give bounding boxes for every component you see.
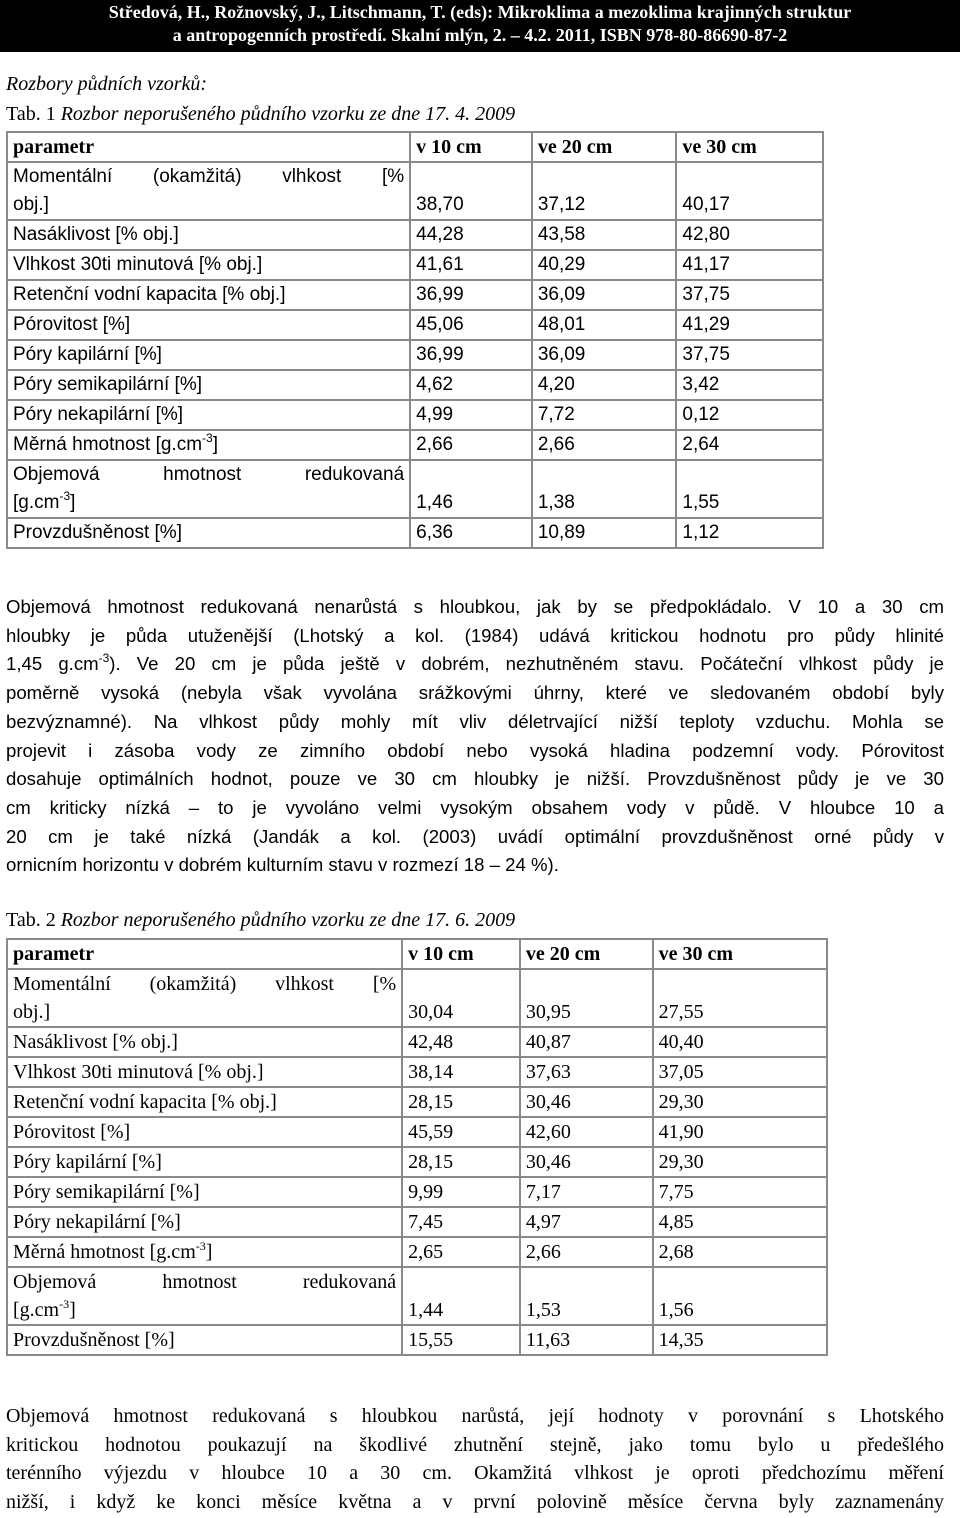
- value-cell: 41,29: [676, 310, 823, 340]
- value-cell: 1,12: [676, 518, 823, 548]
- value-cell: 4,97: [520, 1207, 653, 1237]
- value-cell: 40,87: [520, 1027, 653, 1057]
- parameter-cell: Nasáklivost [% obj.]: [7, 1027, 402, 1057]
- paragraph-line: bezvýznamné). Na vlhkost půdy mohly mít vliv déletrvající nižší teploty vzduchu. Mohla se: [6, 710, 944, 732]
- parameter-cell: Póry nekapilární [%]: [7, 1207, 402, 1237]
- parameter-cell: [7, 430, 410, 460]
- table-row: [7, 1117, 827, 1147]
- paragraph-line: poměrně vysoká (nebyla však vyvolána srážkovými úhrny, které ve sledovaném období byly: [6, 682, 944, 704]
- value-cell: 15,55: [402, 1325, 520, 1355]
- header-citation-line-1: Středová, H., Rožnovský, J., Litschmann, T. (eds): Mikroklima a mezoklima krajinných struktur: [108, 2, 852, 22]
- value-cell: 9,99: [402, 1177, 520, 1207]
- value-cell: 37,12: [532, 162, 677, 220]
- value-cell: 2,66: [520, 1237, 653, 1267]
- header-cell: ve 20 cm: [520, 939, 653, 969]
- page-header: [0, 0, 960, 52]
- parameter-label-line: Objemová hmotnost redukovaná: [13, 1271, 397, 1293]
- parameter-cell: Vlhkost 30ti minutová [% obj.]: [7, 250, 410, 280]
- value-cell: 42,80: [676, 220, 823, 250]
- value-cell: 28,15: [402, 1147, 520, 1177]
- header-cell: ve 20 cm: [532, 132, 677, 162]
- parameter-cell: Provzdušněnost [%]: [7, 518, 410, 548]
- parameter-cell: Nasáklivost [% obj.]: [7, 220, 410, 250]
- paragraph-line: cm kriticky nízká – to je vyvoláno velmi vysokým obsahem vody v půdě. V hloubce 10 a: [6, 796, 944, 818]
- superscript: -3: [202, 431, 213, 445]
- value-cell: 1,44: [402, 1267, 520, 1325]
- table-row: [7, 1027, 827, 1057]
- table-row: [7, 430, 823, 460]
- value-cell: 6,36: [410, 518, 532, 548]
- value-cell: 36,09: [532, 280, 677, 310]
- header-cell: ve 30 cm: [653, 939, 827, 969]
- value-cell: 14,35: [653, 1325, 827, 1355]
- parameter-cell: Retenční vodní kapacita [% obj.]: [7, 1087, 402, 1117]
- table-row: [7, 1267, 827, 1325]
- value-cell: 2,66: [410, 430, 532, 460]
- value-cell: 40,17: [676, 162, 823, 220]
- superscript: -3: [195, 1239, 206, 1253]
- parameter-cell: [7, 1237, 402, 1267]
- parameter-label-line: Momentální (okamžitá) vlhkost [%: [13, 973, 397, 995]
- value-cell: 48,01: [532, 310, 677, 340]
- header-cell: parametr: [7, 939, 402, 969]
- parameter-cell: Pórovitost [%]: [7, 310, 410, 340]
- parameter-label-line: Momentální (okamžitá) vlhkost [%: [13, 166, 405, 187]
- value-cell: 40,40: [653, 1027, 827, 1057]
- table-row: [7, 310, 823, 340]
- table-header-row: [7, 132, 823, 162]
- value-cell: 28,15: [402, 1087, 520, 1117]
- value-cell: 36,09: [532, 340, 677, 370]
- table-row: [7, 1207, 827, 1237]
- value-cell: 1,56: [653, 1267, 827, 1325]
- value-cell: 7,17: [520, 1177, 653, 1207]
- parameter-cell: Póry kapilární [%]: [7, 1147, 402, 1177]
- table-row: [7, 1237, 827, 1267]
- value-cell: 1,55: [676, 460, 823, 518]
- parameter-cell: Póry semikapilární [%]: [7, 1177, 402, 1207]
- parameter-label-end: ]: [69, 1299, 76, 1321]
- header-cell: v 10 cm: [402, 939, 520, 969]
- parameter-label-line: Objemová hmotnost redukovaná: [13, 464, 405, 485]
- section-heading: Rozbory půdních vzorků:: [6, 73, 208, 95]
- paragraph-line: hloubky je půda utuženější (Lhotský a kol. (1984) udává kritickou hodnotu pro půdy hlinité: [6, 624, 944, 646]
- table-row: [7, 370, 823, 400]
- paragraph-line: Objemová hmotnost redukovaná nenarůstá s hloubkou, jak by se předpokládalo. V 10 a 30 cm: [6, 596, 944, 617]
- value-cell: 41,90: [653, 1117, 827, 1147]
- parameter-cell: [7, 969, 402, 1027]
- value-cell: 2,65: [402, 1237, 520, 1267]
- paragraph-line-start: 1,45 g.cm: [6, 653, 99, 675]
- paragraph-line: projevit i zásoba vody ze zimního období nebo vysoká hladina podzemní vody. Pórovitost: [6, 739, 944, 761]
- paragraph-line: Objemová hmotnost redukovaná s hloubkou narůstá, její hodnoty v porovnání s Lhotského: [6, 1405, 944, 1427]
- value-cell: 11,63: [520, 1325, 653, 1355]
- table-row: [7, 1087, 827, 1117]
- value-cell: 2,68: [653, 1237, 827, 1267]
- table-row: [7, 400, 823, 430]
- value-cell: 30,95: [520, 969, 653, 1027]
- parameter-cell: Provzdušněnost [%]: [7, 1325, 402, 1355]
- value-cell: 7,45: [402, 1207, 520, 1237]
- parameter-label: Měrná hmotnost [g.cm: [13, 1241, 196, 1263]
- parameter-cell: Pórovitost [%]: [7, 1117, 402, 1147]
- parameter-cell: Retenční vodní kapacita [% obj.]: [7, 280, 410, 310]
- paragraph-line: 20 cm je také nízká (Jandák a kol. (2003) uvádí optimální provzdušněnost orné půdy v: [6, 825, 944, 847]
- value-cell: 7,72: [532, 400, 677, 430]
- value-cell: 37,63: [520, 1057, 653, 1087]
- value-cell: 43,58: [532, 220, 677, 250]
- value-cell: 36,99: [410, 280, 532, 310]
- table-row: [7, 460, 823, 518]
- value-cell: 29,30: [653, 1147, 827, 1177]
- table-2-caption-prefix: Tab. 2: [6, 909, 61, 931]
- value-cell: 40,29: [532, 250, 677, 280]
- table-row: [7, 250, 823, 280]
- paragraph-line: ornicním horizontu v dobrém kulturním stavu v rozmezí 18 – 24 %).: [6, 854, 559, 876]
- header-citation-line-2: a antropogenních prostředí. Skalní mlýn, 2. – 4.2. 2011, ISBN 978-80-86690-87-2: [172, 25, 788, 45]
- value-cell: 3,42: [676, 370, 823, 400]
- value-cell: 37,05: [653, 1057, 827, 1087]
- parameter-label-line: obj.]: [13, 194, 49, 215]
- paragraph-2: [6, 1402, 944, 1517]
- value-cell: 38,70: [410, 162, 532, 220]
- value-cell: 27,55: [653, 969, 827, 1027]
- value-cell: 45,59: [402, 1117, 520, 1147]
- table-1-caption-title: Rozbor neporušeného půdního vzorku ze dne 17. 4. 2009: [60, 103, 516, 125]
- parameter-label-line: obj.]: [13, 1001, 51, 1023]
- value-cell: 30,04: [402, 969, 520, 1027]
- paragraph-line: dosahuje optimálních hodnot, pouze ve 30 cm hloubky je nižší. Provzdušněnost půdy je ve 30: [6, 768, 944, 790]
- value-cell: 30,46: [520, 1087, 653, 1117]
- table-row: [7, 340, 823, 370]
- parameter-label-end: ]: [70, 492, 76, 513]
- value-cell: 42,60: [520, 1117, 653, 1147]
- table-row: [7, 969, 827, 1027]
- parameter-label-end: ]: [205, 1241, 213, 1263]
- paragraph-line: kritickou hodnotou poukazují na škodlivé zhutnění stejně, jako tomu bylo u předešlého: [6, 1433, 944, 1456]
- table-row: [7, 518, 823, 548]
- paragraph-line: [6, 650, 944, 679]
- table-row: [7, 280, 823, 310]
- parameter-label: Měrná hmotnost [g.cm: [13, 434, 203, 455]
- table-row: [7, 1177, 827, 1207]
- table-header-row: [7, 939, 827, 969]
- header-cell: v 10 cm: [410, 132, 532, 162]
- value-cell: 36,99: [410, 340, 532, 370]
- table-row: [7, 1325, 827, 1355]
- header-cell: parametr: [7, 132, 410, 162]
- value-cell: 38,14: [402, 1057, 520, 1087]
- value-cell: 10,89: [532, 518, 677, 548]
- value-cell: 7,75: [653, 1177, 827, 1207]
- value-cell: 0,12: [676, 400, 823, 430]
- value-cell: 1,46: [410, 460, 532, 518]
- parameter-cell: [7, 162, 410, 220]
- table-row: [7, 220, 823, 250]
- paragraph-line: terénního výjezdu v hloubce 10 a 30 cm. Okamžitá vlhkost je oproti předchozímu měření: [6, 1462, 944, 1485]
- parameter-cell: Póry semikapilární [%]: [7, 370, 410, 400]
- value-cell: 1,53: [520, 1267, 653, 1325]
- value-cell: 4,20: [532, 370, 677, 400]
- table-1: [6, 131, 824, 549]
- table-2-caption: [6, 908, 515, 932]
- superscript: -3: [59, 1297, 70, 1311]
- value-cell: 4,62: [410, 370, 532, 400]
- value-cell: 37,75: [676, 280, 823, 310]
- value-cell: 45,06: [410, 310, 532, 340]
- parameter-cell: Vlhkost 30ti minutová [% obj.]: [7, 1057, 402, 1087]
- table-2: [6, 938, 828, 1356]
- parameter-cell: [7, 460, 410, 518]
- parameter-cell: Póry nekapilární [%]: [7, 400, 410, 430]
- parameter-label-end: ]: [212, 434, 218, 455]
- table-row: [7, 162, 823, 220]
- value-cell: 44,28: [410, 220, 532, 250]
- value-cell: 4,85: [653, 1207, 827, 1237]
- table-row: [7, 1147, 827, 1177]
- paragraph-line: nižší, i když ke konci měsíce května a v první polovině měsíce června byly zaznamenány: [6, 1491, 944, 1514]
- table-1-caption: [6, 102, 515, 126]
- value-cell: 37,75: [676, 340, 823, 370]
- parameter-cell: Póry kapilární [%]: [7, 340, 410, 370]
- table-1-caption-prefix: Tab. 1: [6, 103, 61, 125]
- parameter-cell: [7, 1267, 402, 1325]
- value-cell: 2,66: [532, 430, 677, 460]
- value-cell: 42,48: [402, 1027, 520, 1057]
- parameter-label: [g.cm: [13, 1299, 60, 1321]
- value-cell: 1,38: [532, 460, 677, 518]
- parameter-label: [g.cm: [13, 492, 60, 513]
- paragraph-line-end: ). Ve 20 cm je půda ještě v dobrém, nezhutněném stavu. Počáteční vlhkost půdy je: [109, 653, 944, 675]
- superscript: -3: [59, 489, 71, 503]
- table-2-caption-title: Rozbor neporušeného půdního vzorku ze dne 17. 6. 2009: [60, 909, 516, 931]
- value-cell: 2,64: [676, 430, 823, 460]
- value-cell: 41,17: [676, 250, 823, 280]
- table-row: [7, 1057, 827, 1087]
- header-cell: ve 30 cm: [676, 132, 823, 162]
- value-cell: 29,30: [653, 1087, 827, 1117]
- value-cell: 30,46: [520, 1147, 653, 1177]
- value-cell: 4,99: [410, 400, 532, 430]
- value-cell: 41,61: [410, 250, 532, 280]
- superscript: -3: [98, 651, 110, 666]
- paragraph-1: [6, 593, 944, 880]
